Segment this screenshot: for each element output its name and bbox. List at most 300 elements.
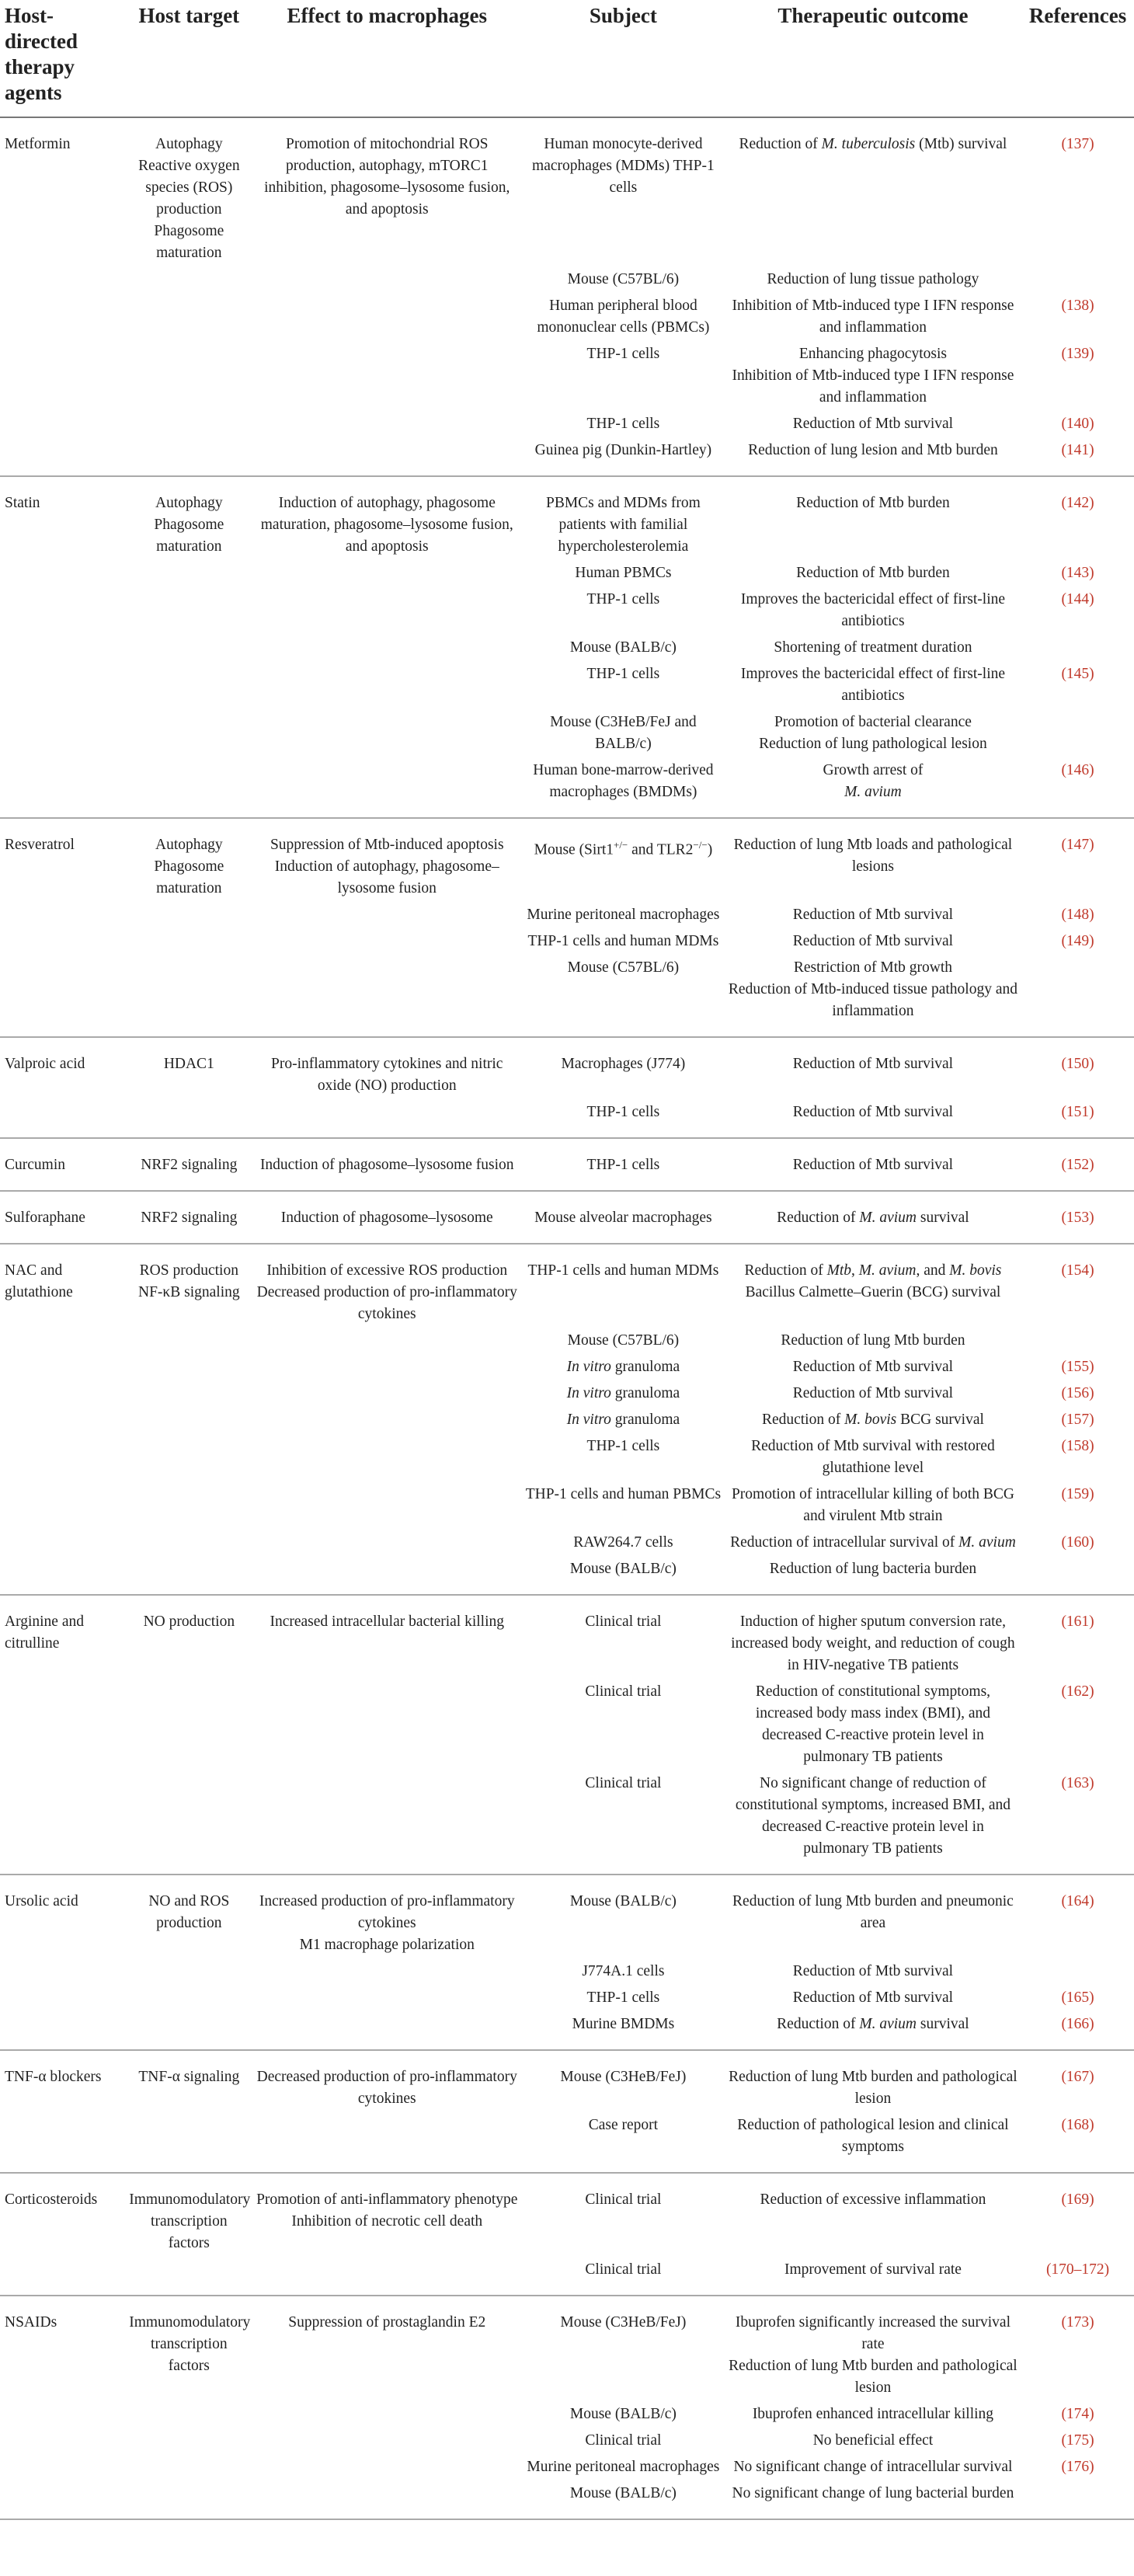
effect-cell <box>252 2009 522 2050</box>
subject-cell: THP-1 cells and human PBMCs <box>525 1486 722 1502</box>
effect-cell <box>252 659 522 707</box>
outcome-cell: Improvement of survival rate <box>725 2254 1021 2296</box>
reference-cell: (154) <box>1061 1262 1094 1279</box>
agent-cell <box>0 952 126 1037</box>
subject-cell: In vitro granuloma <box>566 1359 680 1375</box>
outcome-cell: Reduction of Mtb survival <box>792 1963 954 1979</box>
agent-cell <box>0 1097 126 1138</box>
subject-cell: Mouse (BALB/c) <box>569 1893 677 1909</box>
effect-cell <box>252 1352 522 1378</box>
reference-cell: (147) <box>1061 837 1094 853</box>
host-target-cell <box>126 2110 252 2173</box>
subject-cell: RAW264.7 cells <box>573 1534 673 1551</box>
agent-cell <box>0 900 126 926</box>
effect-cell <box>252 755 522 818</box>
table-row <box>0 1191 1134 1244</box>
agent-cell: Statin <box>5 495 40 511</box>
host-target-cell <box>126 2425 252 2452</box>
reference-cell: (155) <box>1061 1359 1094 1375</box>
effect-cell <box>252 2452 522 2478</box>
outcome-cell: No significant change of reduction of constitutional symptoms, increased BMI, and decreased C-reactive protein level in pulmonary TB patients <box>725 1768 1021 1875</box>
reference-cell: (142) <box>1061 495 1094 511</box>
reference-cell <box>1021 1554 1134 1595</box>
outcome-cell: Induction of higher sputum conversion rate, increased body weight, and reduction of cough in HIV-negative TB patients <box>731 1613 1015 1673</box>
reference-cell <box>1021 952 1134 1037</box>
effect-cell <box>252 435 522 476</box>
outcome-cell: Reduction of lung bacteria burden <box>725 1554 1021 1595</box>
agent-cell <box>0 435 126 476</box>
outcome-cell: Reduction of Mtb survival with restored glutathione level <box>751 1438 995 1476</box>
host-target-cell <box>126 1982 252 2009</box>
host-target-cell <box>126 707 252 755</box>
reference-cell <box>1021 707 1134 755</box>
table-row <box>0 1431 1134 1479</box>
host-target-cell <box>126 1554 252 1595</box>
host-target-cell <box>126 952 252 1037</box>
agent-cell <box>0 2110 126 2173</box>
table-row <box>0 291 1134 339</box>
subject-cell: Clinical trial <box>585 2191 662 2208</box>
reference-cell: (143) <box>1061 565 1094 581</box>
subject-cell: Clinical trial <box>522 2254 725 2296</box>
table-body <box>0 117 1134 2519</box>
outcome-cell: Reduction of Mtb burden <box>796 565 950 581</box>
effect-cell: Induction of phagosome–lysosome <box>252 1191 522 1244</box>
subject-cell: Mouse (C57BL/6) <box>567 271 680 287</box>
host-target-cell: Autophagy Phagosome maturation <box>154 495 224 555</box>
agent-cell <box>0 2009 126 2050</box>
reference-cell: (165) <box>1061 1989 1094 2006</box>
reference-cell: (161) <box>1061 1613 1094 1630</box>
outcome-cell: Reduction of lung tissue pathology <box>767 271 979 287</box>
reference-cell: (176) <box>1061 2459 1094 2475</box>
agent-cell: Sulforaphane <box>0 1191 126 1244</box>
reference-cell: (167) <box>1061 2069 1094 2085</box>
agent-cell <box>0 659 126 707</box>
table-row <box>0 1554 1134 1595</box>
effect-cell <box>252 632 522 659</box>
effect-cell <box>252 2254 522 2296</box>
agent-cell <box>0 1431 126 1479</box>
agent-cell <box>0 1325 126 1352</box>
table-row <box>0 755 1134 818</box>
agent-cell: NAC and glutathione <box>5 1262 73 1300</box>
table-row <box>0 1595 1134 1676</box>
outcome-cell: Enhancing phagocytosis Inhibition of Mtb-induced type I IFN response and inflammation <box>732 346 1014 406</box>
reference-cell: (174) <box>1061 2406 1094 2422</box>
host-target-cell <box>126 409 252 435</box>
outcome-cell: Reduction of lung Mtb loads and pathological lesions <box>733 837 1013 875</box>
effect-cell <box>252 1554 522 1595</box>
table-row <box>0 2173 1134 2254</box>
table-row <box>0 1244 1134 1325</box>
reference-cell: (158) <box>1061 1438 1094 1454</box>
agent-cell: TNF-α blockers <box>5 2069 102 2085</box>
outcome-cell: Shortening of treatment duration <box>774 639 972 656</box>
agent-cell <box>0 291 126 339</box>
table-row <box>0 1527 1134 1554</box>
effect-cell <box>252 558 522 584</box>
subject-cell: Macrophages (J774) <box>561 1056 686 1072</box>
reference-cell <box>1021 2478 1134 2519</box>
host-target-cell <box>126 1378 252 1405</box>
header-subject: Subject <box>522 0 725 117</box>
reference-cell: (146) <box>1021 755 1134 818</box>
effect-cell <box>252 1405 522 1431</box>
outcome-cell: Reduction of Mtb survival <box>725 1097 1021 1138</box>
effect-cell <box>252 2478 522 2519</box>
agent-cell <box>0 632 126 659</box>
header-outcome: Therapeutic outcome <box>725 0 1021 117</box>
subject-cell: Mouse (Sirt1+/− and TLR2−/−) <box>534 839 713 858</box>
subject-cell: Murine BMDMs <box>522 2009 725 2050</box>
effect-cell: Increased intracellular bacterial killing <box>270 1613 505 1630</box>
host-target-cell <box>126 2399 252 2425</box>
outcome-cell: Reduction of Mtb survival <box>792 1385 954 1401</box>
agent-cell: Metformin <box>5 136 71 152</box>
table-row <box>0 1405 1134 1431</box>
effect-cell <box>252 1956 522 1982</box>
outcome-cell: Promotion of bacterial clearance Reduction of lung pathological lesion <box>759 714 987 752</box>
subject-cell: THP-1 cells and human MDMs <box>527 1262 719 1279</box>
reference-cell: (145) <box>1061 666 1094 682</box>
outcome-cell: Reduction of pathological lesion and clinical symptoms <box>725 2110 1021 2173</box>
outcome-cell: Reduction of excessive inflammation <box>760 2191 986 2208</box>
agent-cell: Curcumin <box>0 1138 126 1191</box>
subject-cell: PBMCs and MDMs from patients with familial hypercholesterolemia <box>545 495 701 555</box>
reference-cell: (163) <box>1021 1768 1134 1875</box>
reference-cell: (159) <box>1061 1486 1094 1502</box>
effect-cell <box>252 1325 522 1352</box>
host-target-cell <box>126 2254 252 2296</box>
reference-cell: (175) <box>1061 2432 1094 2449</box>
outcome-cell: Reduction of lung Mtb burden and pneumonic area <box>732 1893 1014 1931</box>
subject-cell: In vitro granuloma <box>566 1412 680 1428</box>
outcome-cell: Reduction of Mtb survival <box>792 907 954 923</box>
effect-cell <box>252 409 522 435</box>
reference-cell: (151) <box>1021 1097 1134 1138</box>
header-row <box>0 0 1134 117</box>
agent-cell <box>0 409 126 435</box>
reference-cell: (160) <box>1061 1534 1094 1551</box>
subject-cell: Human PBMCs <box>575 565 672 581</box>
effect-cell: Decreased production of pro-inflammatory cytokines <box>256 2069 517 2107</box>
table-row <box>0 2110 1134 2173</box>
subject-cell: Mouse (C3HeB/FeJ) <box>560 2069 687 2085</box>
reference-cell: (169) <box>1061 2191 1094 2208</box>
table-row <box>0 117 1134 264</box>
header-agents: Host-directed therapy agents <box>0 0 126 117</box>
subject-cell: Clinical trial <box>585 2432 662 2449</box>
table-row <box>0 1138 1134 1191</box>
effect-cell: Suppression of prostaglandin E2 <box>288 2314 486 2331</box>
table-row <box>0 1982 1134 2009</box>
table-row <box>0 659 1134 707</box>
subject-cell: Clinical trial <box>585 1683 662 1700</box>
subject-cell: Mouse (C3HeB/FeJ and BALB/c) <box>550 714 697 752</box>
outcome-cell: No significant change of intracellular survival <box>733 2459 1013 2475</box>
effect-cell <box>252 1479 522 1527</box>
reference-cell: (153) <box>1021 1191 1134 1244</box>
table-row <box>0 2452 1134 2478</box>
agent-cell <box>0 926 126 952</box>
agent-cell <box>0 584 126 632</box>
table-row <box>0 707 1134 755</box>
effect-cell <box>252 1378 522 1405</box>
agent-cell <box>0 2452 126 2478</box>
outcome-cell: Reduction of Mtb survival <box>792 1989 954 2006</box>
outcome-cell: Reduction of constitutional symptoms, increased body mass index (BMI), and decreased C-reactive protein level in pulmonary TB patients <box>755 1683 991 1765</box>
subject-cell: Human peripheral blood mononuclear cells (PBMCs) <box>537 298 710 336</box>
table-row <box>0 2050 1134 2110</box>
outcome-cell: Reduction of M. avium survival <box>725 2009 1021 2050</box>
subject-cell: Human monocyte-derived macrophages (MDMs) THP-1 cells <box>532 136 715 196</box>
agent-cell <box>0 1982 126 2009</box>
agent-cell <box>0 1405 126 1431</box>
reference-cell: (144) <box>1061 591 1094 607</box>
agent-cell <box>0 1527 126 1554</box>
agent-cell: Valproic acid <box>5 1056 85 1072</box>
subject-cell: Mouse (BALB/c) <box>569 639 677 656</box>
reference-cell: (170–172) <box>1021 2254 1134 2296</box>
outcome-cell: Promotion of intracellular killing of both BCG and virulent Mtb strain <box>731 1486 1014 1524</box>
host-target-cell <box>126 1768 252 1875</box>
effect-cell <box>252 900 522 926</box>
reference-cell: (173) <box>1061 2314 1094 2331</box>
host-target-cell: Autophagy Reactive oxygen species (ROS) production Phagosome maturation <box>138 136 240 261</box>
subject-cell: THP-1 cells <box>586 1438 660 1454</box>
outcome-cell: Reduction of lung Mtb burden <box>781 1332 965 1349</box>
host-target-cell <box>126 1676 252 1768</box>
reference-cell: (157) <box>1061 1412 1094 1428</box>
table-row <box>0 900 1134 926</box>
table-row <box>0 1479 1134 1527</box>
host-target-cell <box>126 1405 252 1431</box>
reference-cell: (150) <box>1061 1056 1094 1072</box>
host-target-cell <box>126 339 252 409</box>
agent-cell: NSAIDs <box>5 2314 57 2331</box>
subject-cell: THP-1 cells <box>586 346 660 362</box>
effect-cell <box>252 1431 522 1479</box>
table-row <box>0 926 1134 952</box>
header-host-target: Host target <box>126 0 252 117</box>
outcome-cell: Improves the bactericidal effect of first-line antibiotics <box>740 666 1006 704</box>
agent-cell <box>0 755 126 818</box>
subject-cell: Mouse alveolar macrophages <box>522 1191 725 1244</box>
reference-cell: (162) <box>1061 1683 1094 1700</box>
reference-cell: (164) <box>1061 1893 1094 1909</box>
agent-cell <box>0 1378 126 1405</box>
host-target-cell: HDAC1 <box>163 1056 214 1072</box>
agent-cell <box>0 1768 126 1875</box>
table-row <box>0 2254 1134 2296</box>
host-target-cell: ROS production NF-κB signaling <box>138 1262 240 1300</box>
agent-cell <box>0 1352 126 1378</box>
outcome-cell: Reduction of Mtb, M. avium, and M. bovis Bacillus Calmette–Guerin (BCG) survival <box>744 1262 1002 1300</box>
subject-cell: Mouse (BALB/c) <box>522 1554 725 1595</box>
agent-cell: Resveratrol <box>5 837 75 853</box>
outcome-cell: No significant change of lung bacterial burden <box>725 2478 1021 2519</box>
table-row <box>0 2425 1134 2452</box>
subject-cell: THP-1 cells <box>586 416 660 432</box>
host-target-cell <box>126 2452 252 2478</box>
table-row <box>0 952 1134 1037</box>
table-row <box>0 435 1134 476</box>
reference-cell: (140) <box>1061 416 1094 432</box>
outcome-cell: Reduction of M. bovis BCG survival <box>761 1412 984 1428</box>
host-target-cell <box>126 1325 252 1352</box>
host-target-cell <box>126 2478 252 2519</box>
table-row <box>0 409 1134 435</box>
agent-cell: Corticosteroids <box>5 2191 98 2208</box>
host-target-cell <box>126 291 252 339</box>
outcome-cell: No beneficial effect <box>812 2432 934 2449</box>
host-target-cell: NRF2 signaling <box>126 1138 252 1191</box>
subject-cell: THP-1 cells <box>522 1138 725 1191</box>
subject-cell: Mouse (C3HeB/FeJ) <box>560 2314 687 2331</box>
effect-cell: Promotion of anti-inflammatory phenotype Inhibition of necrotic cell death <box>256 2191 518 2230</box>
host-target-cell: Immunomodulatory transcription factors <box>129 2191 251 2251</box>
table-row <box>0 1768 1134 1875</box>
agent-cell <box>0 2425 126 2452</box>
host-target-cell <box>126 435 252 476</box>
host-target-cell <box>126 2009 252 2050</box>
effect-cell: Induction of phagosome–lysosome fusion <box>252 1138 522 1191</box>
agent-cell: Ursolic acid <box>5 1893 78 1909</box>
host-target-cell <box>126 264 252 291</box>
host-target-cell <box>126 1527 252 1554</box>
outcome-cell: Reduction of Mtb survival <box>792 1359 954 1375</box>
reference-cell: (152) <box>1021 1138 1134 1191</box>
effect-cell <box>252 264 522 291</box>
host-target-cell <box>126 1479 252 1527</box>
subject-cell: THP-1 cells <box>586 591 660 607</box>
table-row <box>0 1378 1134 1405</box>
agent-cell <box>0 1676 126 1768</box>
effect-cell <box>252 707 522 755</box>
effect-cell <box>252 1676 522 1768</box>
table-row <box>0 2478 1134 2519</box>
subject-cell: Clinical trial <box>585 1613 662 1630</box>
effect-cell <box>252 291 522 339</box>
subject-cell: Guinea pig (Dunkin-Hartley) <box>522 435 725 476</box>
reference-cell <box>1021 632 1134 659</box>
host-target-cell <box>126 926 252 952</box>
outcome-cell: Improves the bactericidal effect of first-line antibiotics <box>740 591 1006 629</box>
table-row <box>0 2399 1134 2425</box>
table-row <box>0 584 1134 632</box>
host-target-cell <box>126 558 252 584</box>
host-target-cell <box>126 659 252 707</box>
subject-cell: THP-1 cells <box>522 1097 725 1138</box>
host-target-cell <box>126 632 252 659</box>
table-row <box>0 264 1134 291</box>
effect-cell: Induction of autophagy, phagosome maturation, phagosome–lysosome fusion, and apoptosis <box>260 495 513 555</box>
subject-cell: J774A.1 cells <box>582 1963 665 1979</box>
effect-cell <box>252 2110 522 2173</box>
outcome-cell: Inhibition of Mtb-induced type I IFN response and inflammation <box>732 298 1014 336</box>
outcome-cell: Reduction of M. avium survival <box>725 1191 1021 1244</box>
subject-cell: Human bone-marrow-derived macrophages (BMDMs) <box>522 755 725 818</box>
table-row <box>0 1676 1134 1768</box>
host-target-cell: Autophagy Phagosome maturation <box>154 837 224 896</box>
reference-cell: (137) <box>1061 136 1094 152</box>
outcome-cell: Reduction of Mtb survival <box>792 1056 954 1072</box>
subject-cell: Clinical trial <box>522 1768 725 1875</box>
agent-cell <box>0 1479 126 1527</box>
host-target-cell: NRF2 signaling <box>126 1191 252 1244</box>
reference-cell: (141) <box>1021 435 1134 476</box>
reference-cell <box>1021 1956 1134 1982</box>
host-target-cell <box>126 900 252 926</box>
outcome-cell: Reduction of Mtb survival <box>792 416 954 432</box>
effect-cell: Suppression of Mtb-induced apoptosis Induction of autophagy, phagosome–lysosome fusion <box>270 837 504 896</box>
subject-cell: THP-1 cells and human MDMs <box>527 933 719 949</box>
effect-cell <box>252 1768 522 1875</box>
table-row <box>0 1325 1134 1352</box>
effect-cell: Inhibition of excessive ROS production Decreased production of pro-inflammatory cytokines <box>256 1262 517 1322</box>
effect-cell <box>252 584 522 632</box>
outcome-cell: Reduction of lung lesion and Mtb burden <box>725 435 1021 476</box>
outcome-cell: Growth arrest of M. avium <box>725 755 1021 818</box>
effect-cell <box>252 339 522 409</box>
table-row <box>0 2296 1134 2399</box>
subject-cell: Murine peritoneal macrophages <box>527 2459 720 2475</box>
host-target-cell <box>126 1431 252 1479</box>
table-row <box>0 2009 1134 2050</box>
subject-cell: Mouse (BALB/c) <box>522 2478 725 2519</box>
agent-cell <box>0 1554 126 1595</box>
effect-cell <box>252 1097 522 1138</box>
host-target-cell <box>126 1097 252 1138</box>
agent-cell <box>0 558 126 584</box>
outcome-cell: Reduction of M. tuberculosis (Mtb) survival <box>739 136 1007 152</box>
reference-cell: (148) <box>1061 907 1094 923</box>
outcome-cell: Reduction of Mtb burden <box>796 495 950 511</box>
outcome-cell: Reduction of Mtb survival <box>792 933 954 949</box>
host-target-cell <box>126 1956 252 1982</box>
effect-cell: Increased production of pro-inflammatory cytokines M1 macrophage polarization <box>259 1893 515 1953</box>
outcome-cell: Ibuprofen significantly increased the survival rate Reduction of lung Mtb burden and pathological lesion <box>729 2314 1017 2396</box>
outcome-cell: Reduction of lung Mtb burden and pathological lesion <box>729 2069 1017 2107</box>
table-row <box>0 818 1134 900</box>
reference-cell: (139) <box>1061 346 1094 362</box>
agent-cell <box>0 2254 126 2296</box>
table-row <box>0 1097 1134 1138</box>
reference-cell <box>1021 264 1134 291</box>
agent-cell: Arginine and citrulline <box>5 1613 84 1652</box>
table-row <box>0 476 1134 558</box>
effect-cell: Promotion of mitochondrial ROS production, autophagy, mTORC1 inhibition, phagosome–lysosome fusion, and apoptosis <box>264 136 510 218</box>
host-target-cell <box>126 755 252 818</box>
reference-cell: (149) <box>1061 933 1094 949</box>
table-row <box>0 558 1134 584</box>
agent-cell <box>0 2478 126 2519</box>
effect-cell <box>252 1982 522 2009</box>
agent-cell <box>0 1956 126 1982</box>
effect-cell <box>252 1527 522 1554</box>
table-row <box>0 1956 1134 1982</box>
subject-cell: Mouse (C57BL/6) <box>567 1332 680 1349</box>
host-target-cell: TNF-α signaling <box>138 2069 240 2085</box>
reference-cell: (166) <box>1021 2009 1134 2050</box>
reference-cell: (138) <box>1061 298 1094 314</box>
outcome-cell: Reduction of Mtb survival <box>725 1138 1021 1191</box>
reference-cell: (156) <box>1061 1385 1094 1401</box>
subject-cell: Mouse (BALB/c) <box>569 2406 677 2422</box>
outcome-cell: Restriction of Mtb growth Reduction of Mtb-induced tissue pathology and inflammation <box>725 952 1021 1037</box>
reference-cell: (168) <box>1021 2110 1134 2173</box>
